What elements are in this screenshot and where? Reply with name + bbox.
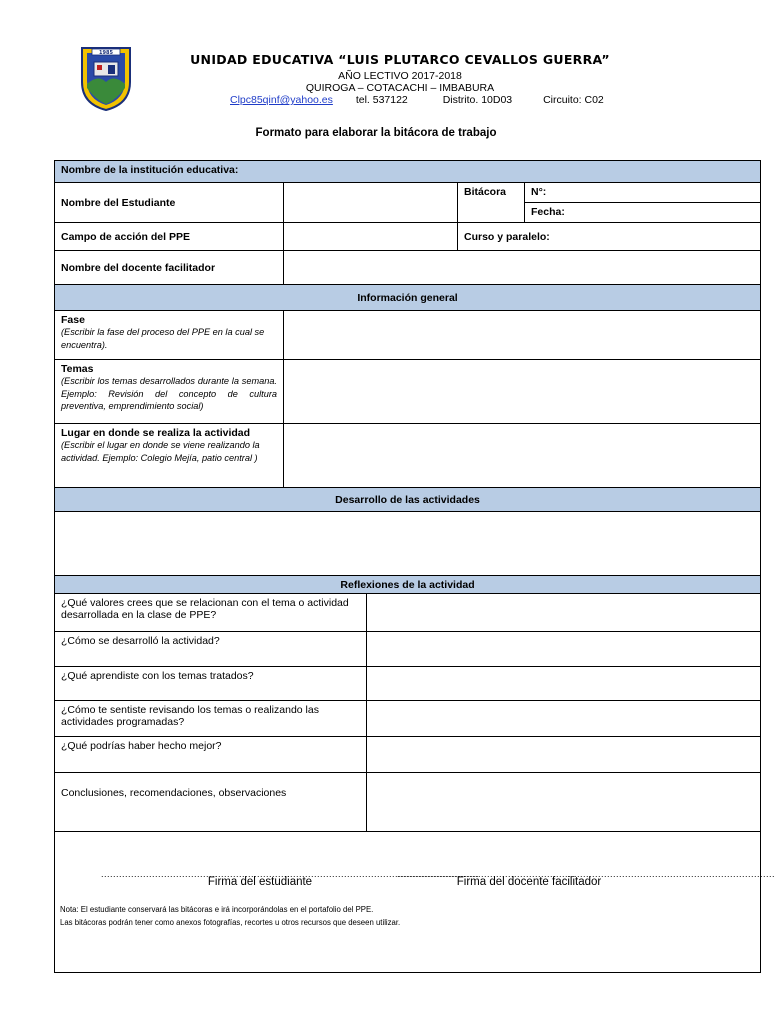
bitacora-number-label: N°: — [531, 186, 547, 198]
district-text: Distrito. 10D03 — [442, 94, 513, 106]
development-header: Desarrollo de las actividades — [55, 488, 761, 512]
document-title: Formato para elaborar la bitácora de trabajo — [255, 127, 497, 139]
teacher-name-field[interactable] — [284, 251, 761, 285]
bitacora-label: Bitácora — [458, 183, 525, 223]
phase-label-cell — [55, 311, 284, 360]
question-development: ¿Cómo se desarrolló la actividad? — [55, 632, 367, 667]
development-field[interactable] — [55, 512, 761, 576]
phone-text: tel. 537122 — [355, 94, 408, 106]
place-hint: (Escribir el lugar en donde se viene realizando la actividad. Ejemplo: Colegio Mejía, patio central ) — [61, 440, 260, 463]
conclusions-field[interactable] — [367, 773, 761, 832]
student-signature-label: Firma del estudiante — [207, 876, 313, 888]
document-header — [0, 0, 768, 150]
question-improvement: ¿Qué podrías haber hecho mejor? — [55, 737, 367, 773]
school-crest-logo — [78, 44, 134, 112]
conclusions-label: Conclusiones, recomendaciones, observaciones — [55, 773, 367, 832]
answer-values-field[interactable] — [367, 594, 761, 632]
topics-field[interactable] — [284, 360, 761, 424]
note-line-2: Las bitácoras podrán tener como anexos fotografías, recortes u otros recursos que deseen utilizar. — [60, 918, 401, 927]
general-info-header: Información general — [55, 285, 761, 311]
topics-label-cell — [55, 360, 284, 424]
answer-improvement-field[interactable] — [367, 737, 761, 773]
logo-year-text: 1985 — [99, 50, 113, 56]
question-feelings: ¿Cómo te sentiste revisando los temas o realizando las actividades programadas? — [55, 701, 367, 737]
logbook-form — [54, 160, 775, 973]
bitacora-date-field[interactable] — [525, 203, 761, 223]
answer-feelings-field[interactable] — [367, 701, 761, 737]
bitacora-number-field[interactable] — [525, 183, 761, 203]
school-location: QUIROGA – COTACACHI – IMBABURA — [305, 82, 495, 94]
institution-name-row — [55, 161, 761, 183]
answer-learned-field[interactable] — [367, 667, 761, 701]
place-label-cell — [55, 424, 284, 488]
course-label: Curso y paralelo: — [464, 230, 550, 243]
school-name: UNIDAD EDUCATIVA “LUIS PLUTARCO CEVALLOS GUERRA” — [190, 52, 610, 67]
place-title: Lugar en donde se realiza la actividad — [61, 427, 251, 439]
question-values: ¿Qué valores crees que se relacionan con el tema o actividad desarrollada en la clase de PPE? — [55, 594, 367, 632]
school-year: AÑO LECTIVO 2017-2018 — [338, 70, 462, 82]
signature-section — [55, 832, 775, 973]
email-link[interactable]: Clpc85qinf@yahoo.es — [230, 94, 333, 106]
action-field-label: Campo de acción del PPE — [55, 223, 284, 251]
student-name-field[interactable] — [284, 183, 458, 223]
phase-title: Fase — [61, 314, 85, 326]
reflections-header: Reflexiones de la actividad — [55, 576, 761, 594]
answer-development-field[interactable] — [367, 632, 761, 667]
phase-hint: (Escribir la fase del proceso del PPE en la cual se encuentra). — [61, 327, 265, 350]
bitacora-date-label: Fecha: — [531, 206, 565, 218]
teacher-signature-label: Firma del docente facilitador — [456, 876, 602, 888]
course-field[interactable] — [458, 223, 761, 251]
student-name-label: Nombre del Estudiante — [55, 183, 284, 223]
note-line-1: Nota: El estudiante conservará las bitácoras e irá incorporándolas en el portafolio del PPE. — [60, 905, 374, 914]
action-field-input[interactable] — [284, 223, 458, 251]
student-signature-line[interactable]: .............................................................................................................................. — [101, 869, 480, 879]
teacher-signature-line[interactable]: .............................................................................................................................. — [397, 869, 775, 879]
question-learned: ¿Qué aprendiste con los temas tratados? — [55, 667, 367, 701]
institution-label: Nombre de la institución educativa: — [61, 164, 239, 176]
teacher-name-label: Nombre del docente facilitador — [55, 251, 284, 285]
contact-line — [230, 94, 604, 106]
circuit-text: Circuito: C02 — [543, 94, 604, 106]
topics-hint: (Escribir los temas desarrollados durante la semana. Ejemplo: Revisión del concepto de cultura preventiva, emprendimiento social) — [61, 376, 277, 411]
place-field[interactable] — [284, 424, 761, 488]
topics-title: Temas — [61, 363, 94, 375]
phase-field[interactable] — [284, 311, 761, 360]
